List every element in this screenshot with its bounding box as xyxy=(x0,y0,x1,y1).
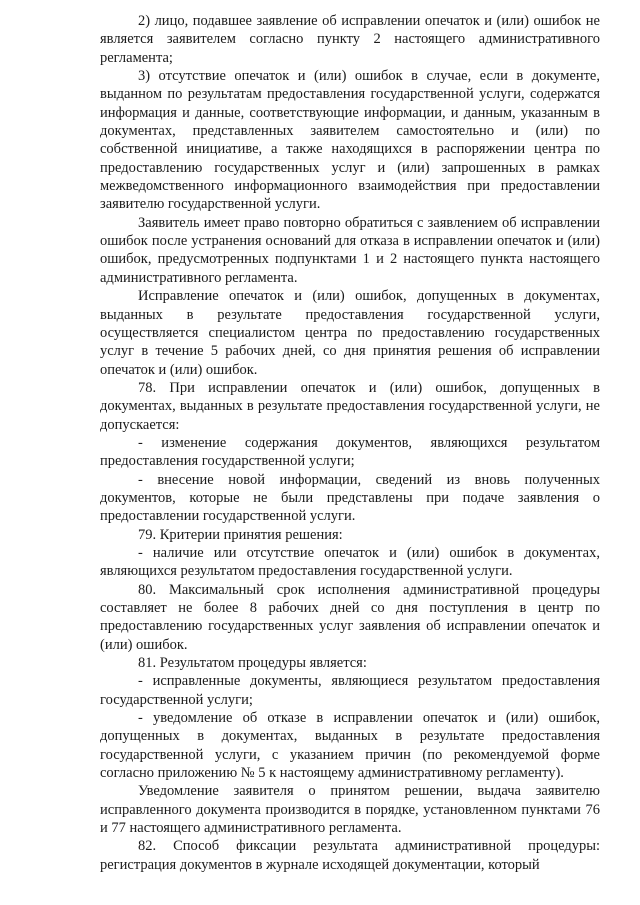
paragraph-refusal-reason-2: 2) лицо, подавшее заявление об исправлении опечаток и (или) ошибок не является заявителем согласно пункту 2 настоящего административного регламента; xyxy=(100,13,600,66)
paragraph-repeat-application: Заявитель имеет право повторно обратиться с заявлением об исправлении ошибок после устранения оснований для отказа в исправлении опечаток и (или) ошибок, предусмотренных подпунктами 1 и 2 настоящего пункта настоящего административного регламента. xyxy=(100,214,600,286)
paragraph-refusal-reason-3: 3) отсутствие опечаток и (или) ошибок в случае, если в документе, выданном по результатам предоставления государственной услуги, содержатся информация и данные, соответствующие информации, и данным, указанным в документах, представленных заявителем самостоятельно и (или) по собственной инициативе, а также находящихся в распоряжении центра по предоставлению государственных услуг и (или) запрошенных в рамках межведомственного информационного взаимодействия при предоставлении заявителю государственной услуги. xyxy=(100,68,600,213)
paragraph-item-81: 81. Результатом процедуры является: xyxy=(138,655,367,672)
paragraph-item-78-dash-2: - внесение новой информации, сведений из вновь полученных документов, которые не были представлены при подаче заявления о предоставлении государственной услуги. xyxy=(100,471,600,525)
paragraph-notification: Уведомление заявителя о принятом решении, выдача заявителю исправленного документа производится в порядке, установленном пунктами 76 и 77 настоящего административного регламента. xyxy=(100,783,600,837)
paragraph-item-78-dash-1: - изменение содержания документов, являющихся результатом предоставления государственной услуги; xyxy=(100,434,600,470)
paragraph-item-79: 79. Критерии принятия решения: xyxy=(138,526,343,543)
paragraph-item-82: 82. Способ фиксации результата административной процедуры: регистрация документов в журнале исходящей документации, который xyxy=(100,838,600,873)
paragraph-item-80: 80. Максимальный срок исполнения административной процедуры составляет не более 8 рабочих дней со дня поступления в центр по предоставлению государственных услуг заявления об исправлении опечаток и (или) ошибок. xyxy=(100,581,600,653)
paragraph-item-81-dash-1: - исправленные документы, являющиеся результатом предоставления государственной услуги; xyxy=(100,673,600,708)
paragraph-item-81-dash-2: - уведомление об отказе в исправлении опечаток и (или) ошибок, допущенных в документах, выданных в результате предоставления государственной услуги, с указанием причин (по рекомендуемой форме согласно приложению № 5 к настоящему административному регламенту). xyxy=(100,710,600,782)
paragraph-correction-term: Исправление опечаток и (или) ошибок, допущенных в документах, выданных в результате предоставления государственной услуги, осуществляется специалистом центра по предоставлению государственных услуг в течение 5 рабочих дней, со дня принятия решения об исправлении опечаток и (или) ошибок. xyxy=(100,288,600,378)
document-body xyxy=(100,12,600,874)
paragraph-item-78: 78. При исправлении опечаток и (или) ошибок, допущенных в документах, выданных в результате предоставления государственной услуги, не допускается: xyxy=(100,379,600,433)
paragraph-item-79-dash-1: - наличие или отсутствие опечаток и (или) ошибок в документах, являющихся результатом предоставления государственной услуги. xyxy=(100,544,600,580)
